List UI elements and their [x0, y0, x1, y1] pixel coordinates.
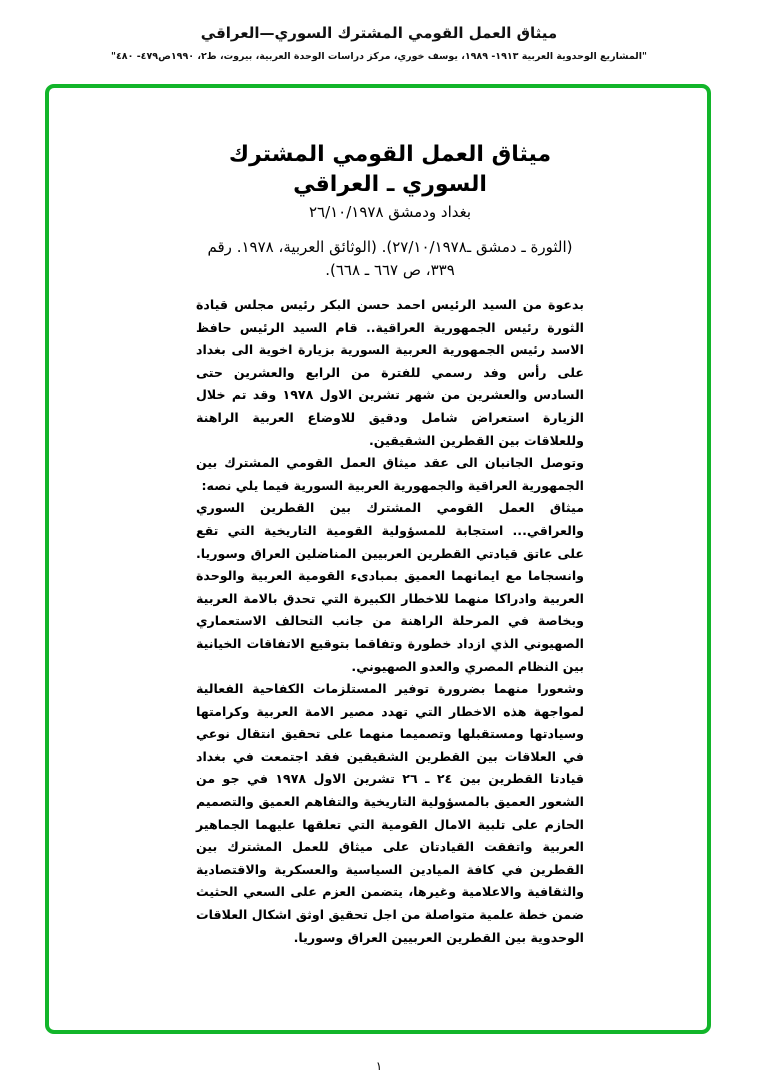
header-citation: "المشاريع الوحدوية العربية ١٩١٣- ١٩٨٩، يوسف خوري، مركز دراسات الوحدة العربية، بيروت، ط٢، ١٩٩٠ص٤٧٩- ٤٨٠" [111, 51, 647, 62]
scanned-document [196, 140, 584, 949]
document-source-reference: (الثورة ـ دمشق ـ٢٧/١٠/١٩٧٨). (الوثائق العربية، ١٩٧٨. رقم ٣٣٩، ص ٦٦٧ ـ ٦٦٨). [207, 238, 573, 279]
body-paragraph: بدعوة من السيد الرئيس احمد حسن البكر رئيس مجلس قيادة الثورة رئيس الجمهورية العراقية.. قام السيد الرئيس حافظ الاسد رئيس الجمهورية العربية السورية بزيارة اخوية الى بغداد على رأس وفد رسمي للفترة من الرابع والعشرين حتى السادس والعشرين من شهر تشرين الاول ١٩٧٨ وقد تم خلال الزيارة استعراض شامل ودقيق للاوضاع العربية الراهنة وللعلاقات بين القطرين الشقيقين. [196, 297, 584, 448]
document-dateline: بغداد ودمشق ٢٦/١٠/١٩٧٨ [308, 203, 472, 221]
page-header [0, 22, 758, 66]
document-title: ميثاق العمل القومي المشترك السوري ـ العراقي [228, 142, 552, 197]
body-paragraph: ميثاق العمل القومي المشترك بين القطرين السوري والعراقي... استجابة للمسؤولية القومية التاريخية التي تقع على عاتق قيادتي القطرين العربيين المناضلين العراق وسوريا. وانسجاما مع ايمانهما العميق بمبادىء القومية العربية والوحدة العربية وادراكا منهما للاخطار الكبيرة التي تحدق بالامة العربية وبخاصة في المرحلة الراهنة من جانب التحالف الاستعماري الصهيوني الذي ازداد خطورة وتفاقما بتوقيع الاتفاقات الخيانية بين النظام المصري والعدو الصهيوني. [196, 500, 584, 674]
document-body [196, 294, 584, 949]
body-paragraph: وتوصل الجانبان الى عقد ميثاق العمل القومي المشترك بين الجمهورية العراقية والجمهورية العربية السورية فيما يلي نصه: [196, 455, 584, 493]
header-title: ميثاق العمل القومي المشترك السوري—العراقي [200, 24, 558, 42]
page-number: ١ [375, 1059, 383, 1073]
body-paragraph: وشعورا منهما بضرورة توفير المستلزمات الكفاحية الفعالية لمواجهة هذه الاخطار التي تهدد مصير الامة العربية وكرامتها وسيادتها ومستقبلها وتصميما منهما على تحقيق انتقال نوعي في العلاقات بين القطرين الشقيقين فقد اجتمعت في بغداد قيادتا القطرين بين ٢٤ ـ ٢٦ تشرين الاول ١٩٧٨ في جو من الشعور العميق بالمسؤولية التاريخية والتفاهم العميق والتصميم الحازم على تلبية الامال القومية التي تعلقها عليهما الجماهير العربية واتفقت القيادتان على ميثاق للعمل المشترك بين القطرين في كافة الميادين السياسية والعسكرية والاقتصادية والثقافية والاعلامية وغيرها، يتضمن العزم على السعي الحثيث ضمن خطة علمية متواصلة من اجل تحقيق اوثق اشكال العلاقات الوحدوية بين القطرين العربيين العراق وسوريا. [196, 681, 584, 945]
